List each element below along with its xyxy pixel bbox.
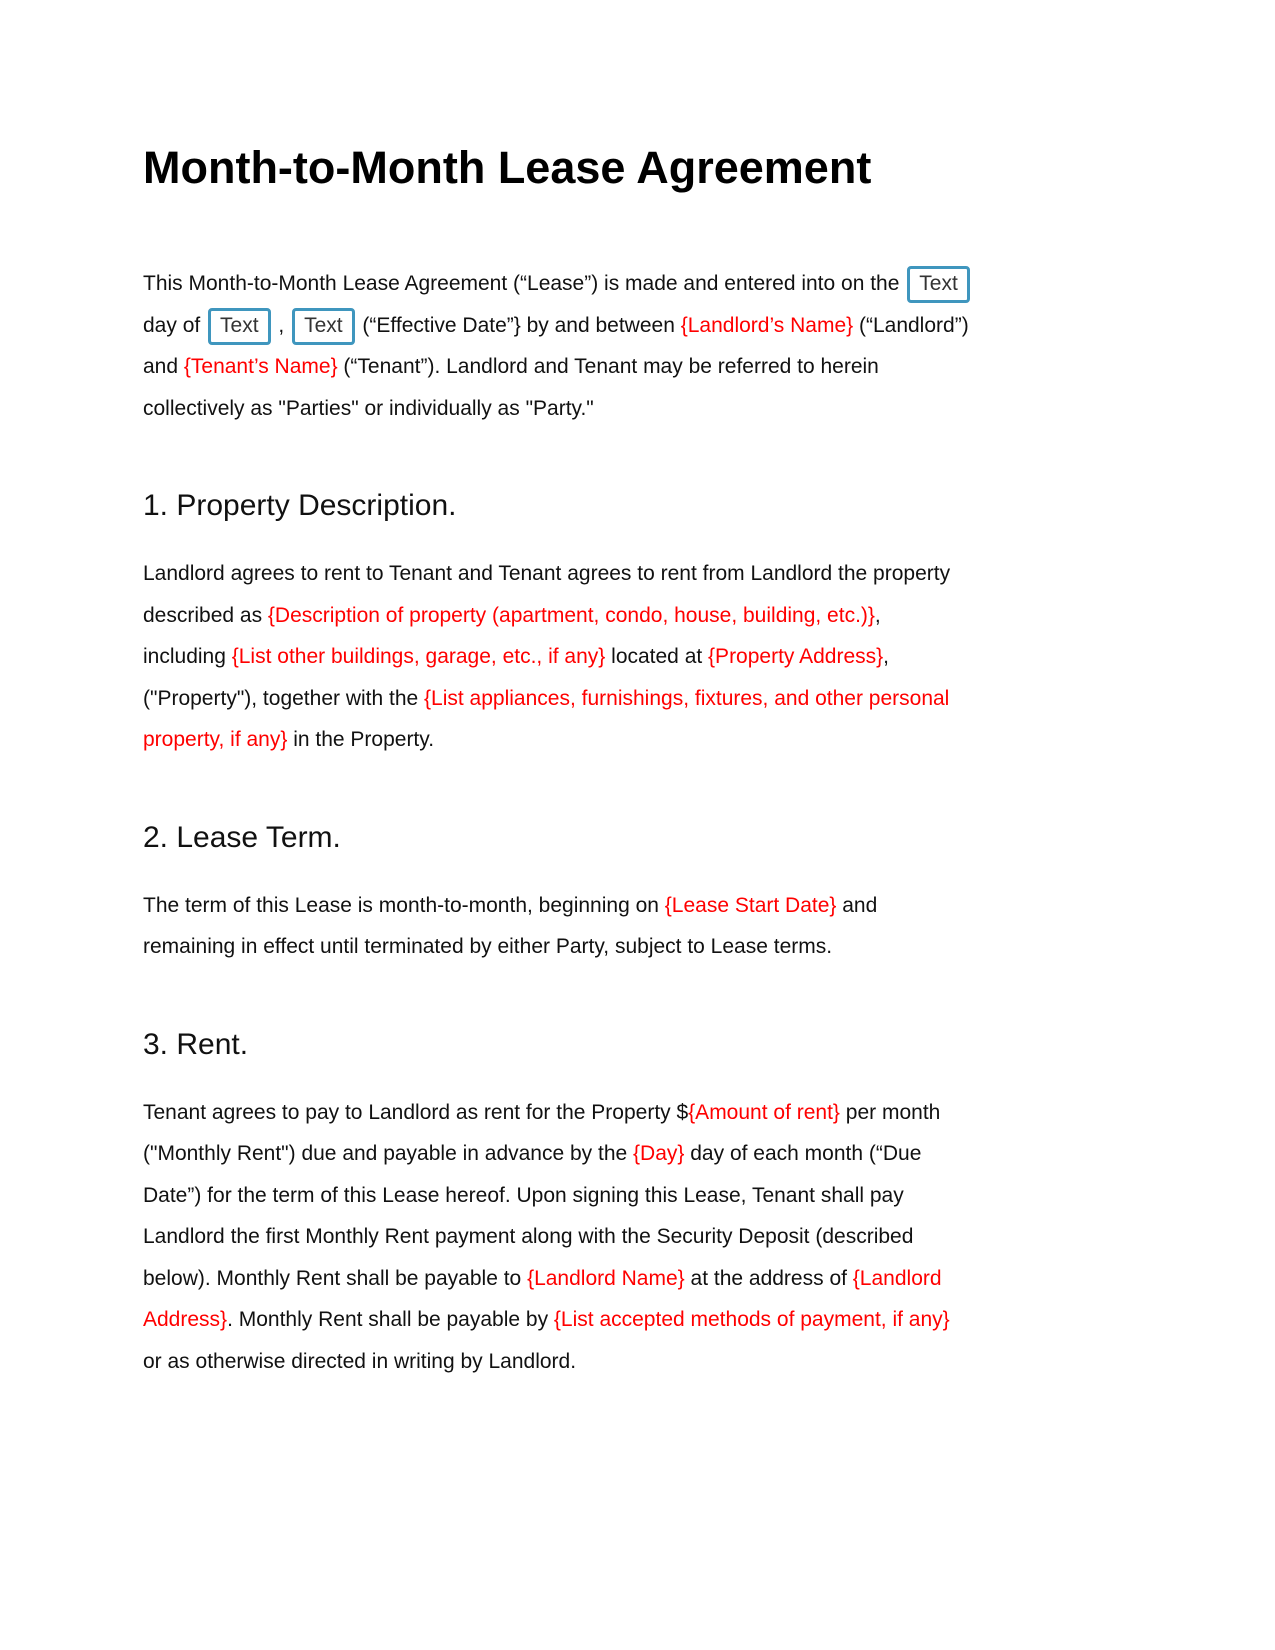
body-text: and [836, 893, 878, 917]
body-text: or as otherwise directed in writing by Landlord. [143, 1349, 577, 1373]
day-field[interactable]: Text [907, 266, 970, 303]
body-text: This Month-to-Month Lease Agreement (“Lease”) is made and entered into on the [143, 272, 906, 295]
body-text: in the Property. [287, 728, 435, 751]
body-text: Tenant agrees to pay to Landlord as rent for the Property $ [143, 1100, 689, 1124]
section-paragraph-lease-term [143, 885, 1135, 968]
month-field[interactable]: Text [208, 308, 271, 345]
body-text: including [143, 645, 232, 668]
placeholder-text: {Landlord’s Name} [680, 313, 854, 337]
placeholder-text: property, if any} [143, 728, 288, 751]
body-text: ("Monthly Rent") due and payable in advance by the [143, 1142, 634, 1165]
placeholder-text: {Landlord [852, 1266, 942, 1290]
placeholder-text: {List accepted methods of payment, if any} [553, 1308, 950, 1331]
body-text: day of [143, 313, 207, 337]
section-paragraph-rent [143, 1092, 1135, 1383]
document-title: Month-to-Month Lease Agreement [143, 142, 872, 193]
body-text: day of each month (“Due [684, 1142, 922, 1165]
body-text: below). Monthly Rent shall be payable to [143, 1266, 528, 1290]
section-heading-property-description: 1. Property Description. [143, 489, 457, 522]
body-text: collectively as "Parties" or individually as "Party." [143, 396, 594, 420]
body-text: per month [839, 1100, 941, 1124]
body-text: Date”) for the term of this Lease hereof. Upon signing this Lease, Tenant shall pay [143, 1183, 904, 1207]
placeholder-text: {Tenant’s Name} [183, 355, 338, 378]
body-text: remaining in effect until terminated by either Party, subject to Lease terms. [143, 935, 833, 958]
body-text: , [874, 603, 881, 627]
body-text: (“Landlord”) [853, 313, 969, 337]
section-paragraph-property-description [143, 553, 1135, 761]
body-text: at the address of [684, 1266, 853, 1290]
placeholder-text: {Day} [633, 1142, 685, 1165]
placeholder-text: {List other buildings, garage, etc., if any} [231, 645, 606, 668]
intro-paragraph [143, 263, 1135, 429]
section-heading-rent: 3. Rent. [143, 1027, 249, 1061]
body-text: and [143, 355, 184, 378]
body-text: The term of this Lease is month-to-month, beginning on [143, 893, 665, 917]
placeholder-text: {Amount of rent} [688, 1100, 840, 1124]
placeholder-text: {Description of property (apartment, condo, house, building, etc.)} [267, 603, 875, 627]
body-text: Landlord the first Monthly Rent payment along with the Security Deposit (described [143, 1225, 914, 1248]
body-text: , [883, 645, 889, 668]
body-text: Landlord agrees to rent to Tenant and Tenant agrees to rent from Landlord the property [143, 562, 951, 585]
body-text: . Monthly Rent shall be payable by [227, 1308, 554, 1331]
placeholder-text: {Lease Start Date} [664, 893, 837, 917]
placeholder-text: Address} [143, 1308, 228, 1331]
body-text: (“Tenant”). Landlord and Tenant may be referred to herein [337, 355, 879, 378]
body-text: (“Effective Date”} by and between [356, 313, 681, 337]
placeholder-text: {List appliances, furnishings, fixtures, and other personal [424, 686, 950, 710]
body-text: described as [143, 603, 268, 627]
placeholder-text: {Property Address} [708, 645, 884, 668]
body-text: located at [605, 645, 709, 668]
placeholder-text: {Landlord Name} [527, 1266, 685, 1290]
body-text: , [272, 313, 291, 337]
year-field[interactable]: Text [292, 308, 355, 345]
section-heading-lease-term: 2. Lease Term. [143, 820, 341, 854]
body-text: ("Property"), together with the [143, 686, 425, 710]
